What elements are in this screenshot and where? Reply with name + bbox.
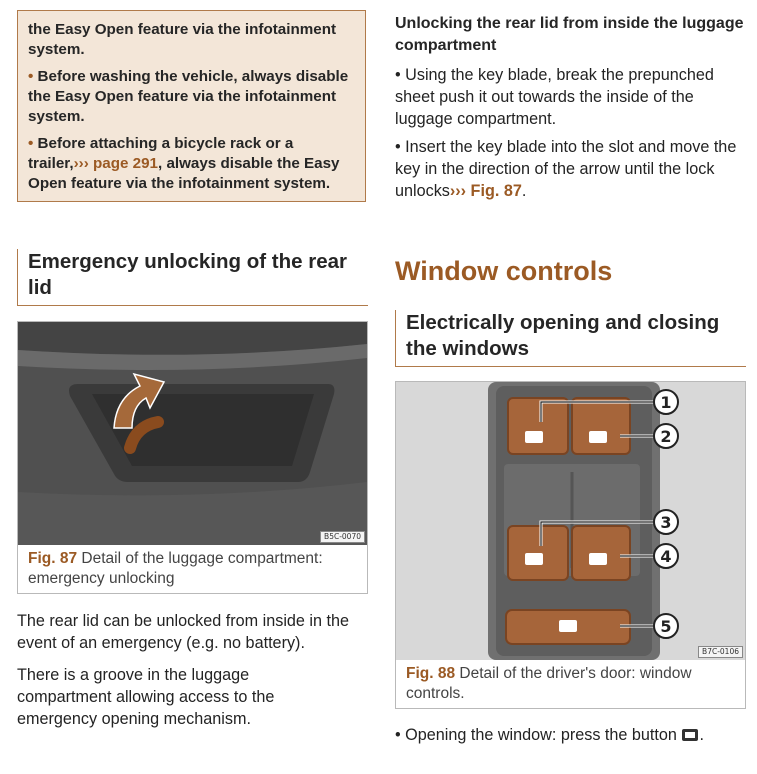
- instruction-2: [395, 136, 750, 202]
- bullet: •: [395, 66, 401, 84]
- window-button-1[interactable]: [508, 398, 568, 454]
- figure-caption: [396, 660, 745, 708]
- window-icon: [525, 431, 543, 443]
- window-button-5[interactable]: [506, 610, 630, 644]
- instruction-text: .: [521, 182, 527, 200]
- window-icon: [589, 431, 607, 443]
- note-text: , always disable the Easy Open feature via the infotainment system.: [28, 155, 340, 192]
- callout-label: 4: [660, 547, 672, 566]
- figure-number: Fig. 87: [28, 550, 78, 567]
- instructions: [395, 64, 750, 208]
- callout-1: [654, 390, 678, 414]
- window-button-3[interactable]: [508, 526, 568, 580]
- luggage-compartment-illustration: [18, 322, 367, 545]
- window-button-icon: [681, 726, 699, 748]
- bullet: •: [28, 135, 34, 152]
- figure-reference-link[interactable]: ››› Fig. 87: [449, 182, 522, 200]
- page-reference-link[interactable]: ››› page 291: [73, 155, 158, 172]
- subheading-unlocking-inside: Unlocking the rear lid from inside the luggage compartment: [395, 15, 744, 54]
- callout-5: [654, 614, 678, 638]
- callout-4: [654, 544, 678, 568]
- bullet: •: [28, 68, 34, 85]
- caption-text: Detail of the driver's door: window controls.: [406, 665, 692, 702]
- note-paragraph-2: [28, 67, 355, 127]
- section-title-window-controls: Electrically opening and closing the windows: [395, 310, 746, 367]
- bullet: •: [395, 138, 401, 156]
- instruction-text: .: [699, 726, 704, 744]
- callout-3: [654, 510, 678, 534]
- callout-label: 2: [660, 427, 672, 446]
- note-text: Before washing the vehicle, always disable the Easy Open feature via the infotainment system.: [28, 68, 349, 125]
- body-paragraph: The rear lid can be unlocked from inside in the event of an emergency (e.g. no battery).: [17, 612, 350, 652]
- figure-caption: [18, 545, 367, 593]
- figure-87: [17, 321, 368, 594]
- note-paragraph-3: [28, 134, 355, 194]
- bullet: •: [395, 726, 401, 744]
- luggage-compartment-drawing: [18, 322, 367, 545]
- chapter-title: Window controls: [395, 256, 613, 286]
- paragraph-groove: [17, 664, 347, 730]
- callout-label: 5: [660, 617, 672, 636]
- note-text: Before attaching a bicycle rack or a trailer,: [28, 135, 294, 172]
- callout-2: [654, 424, 678, 448]
- instruction-text: Opening the window: press the button: [400, 726, 677, 744]
- figure-code: B7C-0106: [698, 646, 743, 658]
- caption-text: Detail of the luggage compartment: emergency unlocking: [28, 550, 323, 587]
- door-panel-drawing: [396, 382, 745, 660]
- section-title-emergency-unlocking: Emergency unlocking of the rear lid: [17, 249, 368, 306]
- callout-label: 1: [660, 393, 672, 412]
- note-paragraph-1: the Easy Open feature via the infotainment system.: [28, 21, 337, 58]
- figure-number: Fig. 88: [406, 665, 456, 682]
- window-icon: [525, 553, 543, 565]
- window-icon: [589, 553, 607, 565]
- paragraph-rear-lid: [17, 610, 369, 654]
- instruction-text: Insert the key blade into the slot and move the key in the direction of the arrow until the lock unlocks: [395, 138, 737, 200]
- window-button-2[interactable]: [572, 398, 630, 454]
- body-paragraph: There is a groove in the luggage compartment allowing access to the emergency opening mechanism.: [17, 666, 275, 728]
- callout-label: 3: [660, 513, 672, 532]
- window-controls-illustration: [396, 382, 745, 660]
- figure-code: B5C-0070: [320, 531, 365, 543]
- instruction-text: Using the key blade, break the prepunched sheet push it out towards the inside of the luggage compartment.: [395, 66, 714, 128]
- window-icon: [559, 620, 577, 632]
- note-box: [17, 10, 366, 202]
- instruction-1: [395, 64, 750, 130]
- instruction-opening-window: [395, 724, 750, 754]
- instruction-3: [395, 724, 750, 748]
- figure-88: [395, 381, 746, 709]
- window-button-4[interactable]: [572, 526, 630, 580]
